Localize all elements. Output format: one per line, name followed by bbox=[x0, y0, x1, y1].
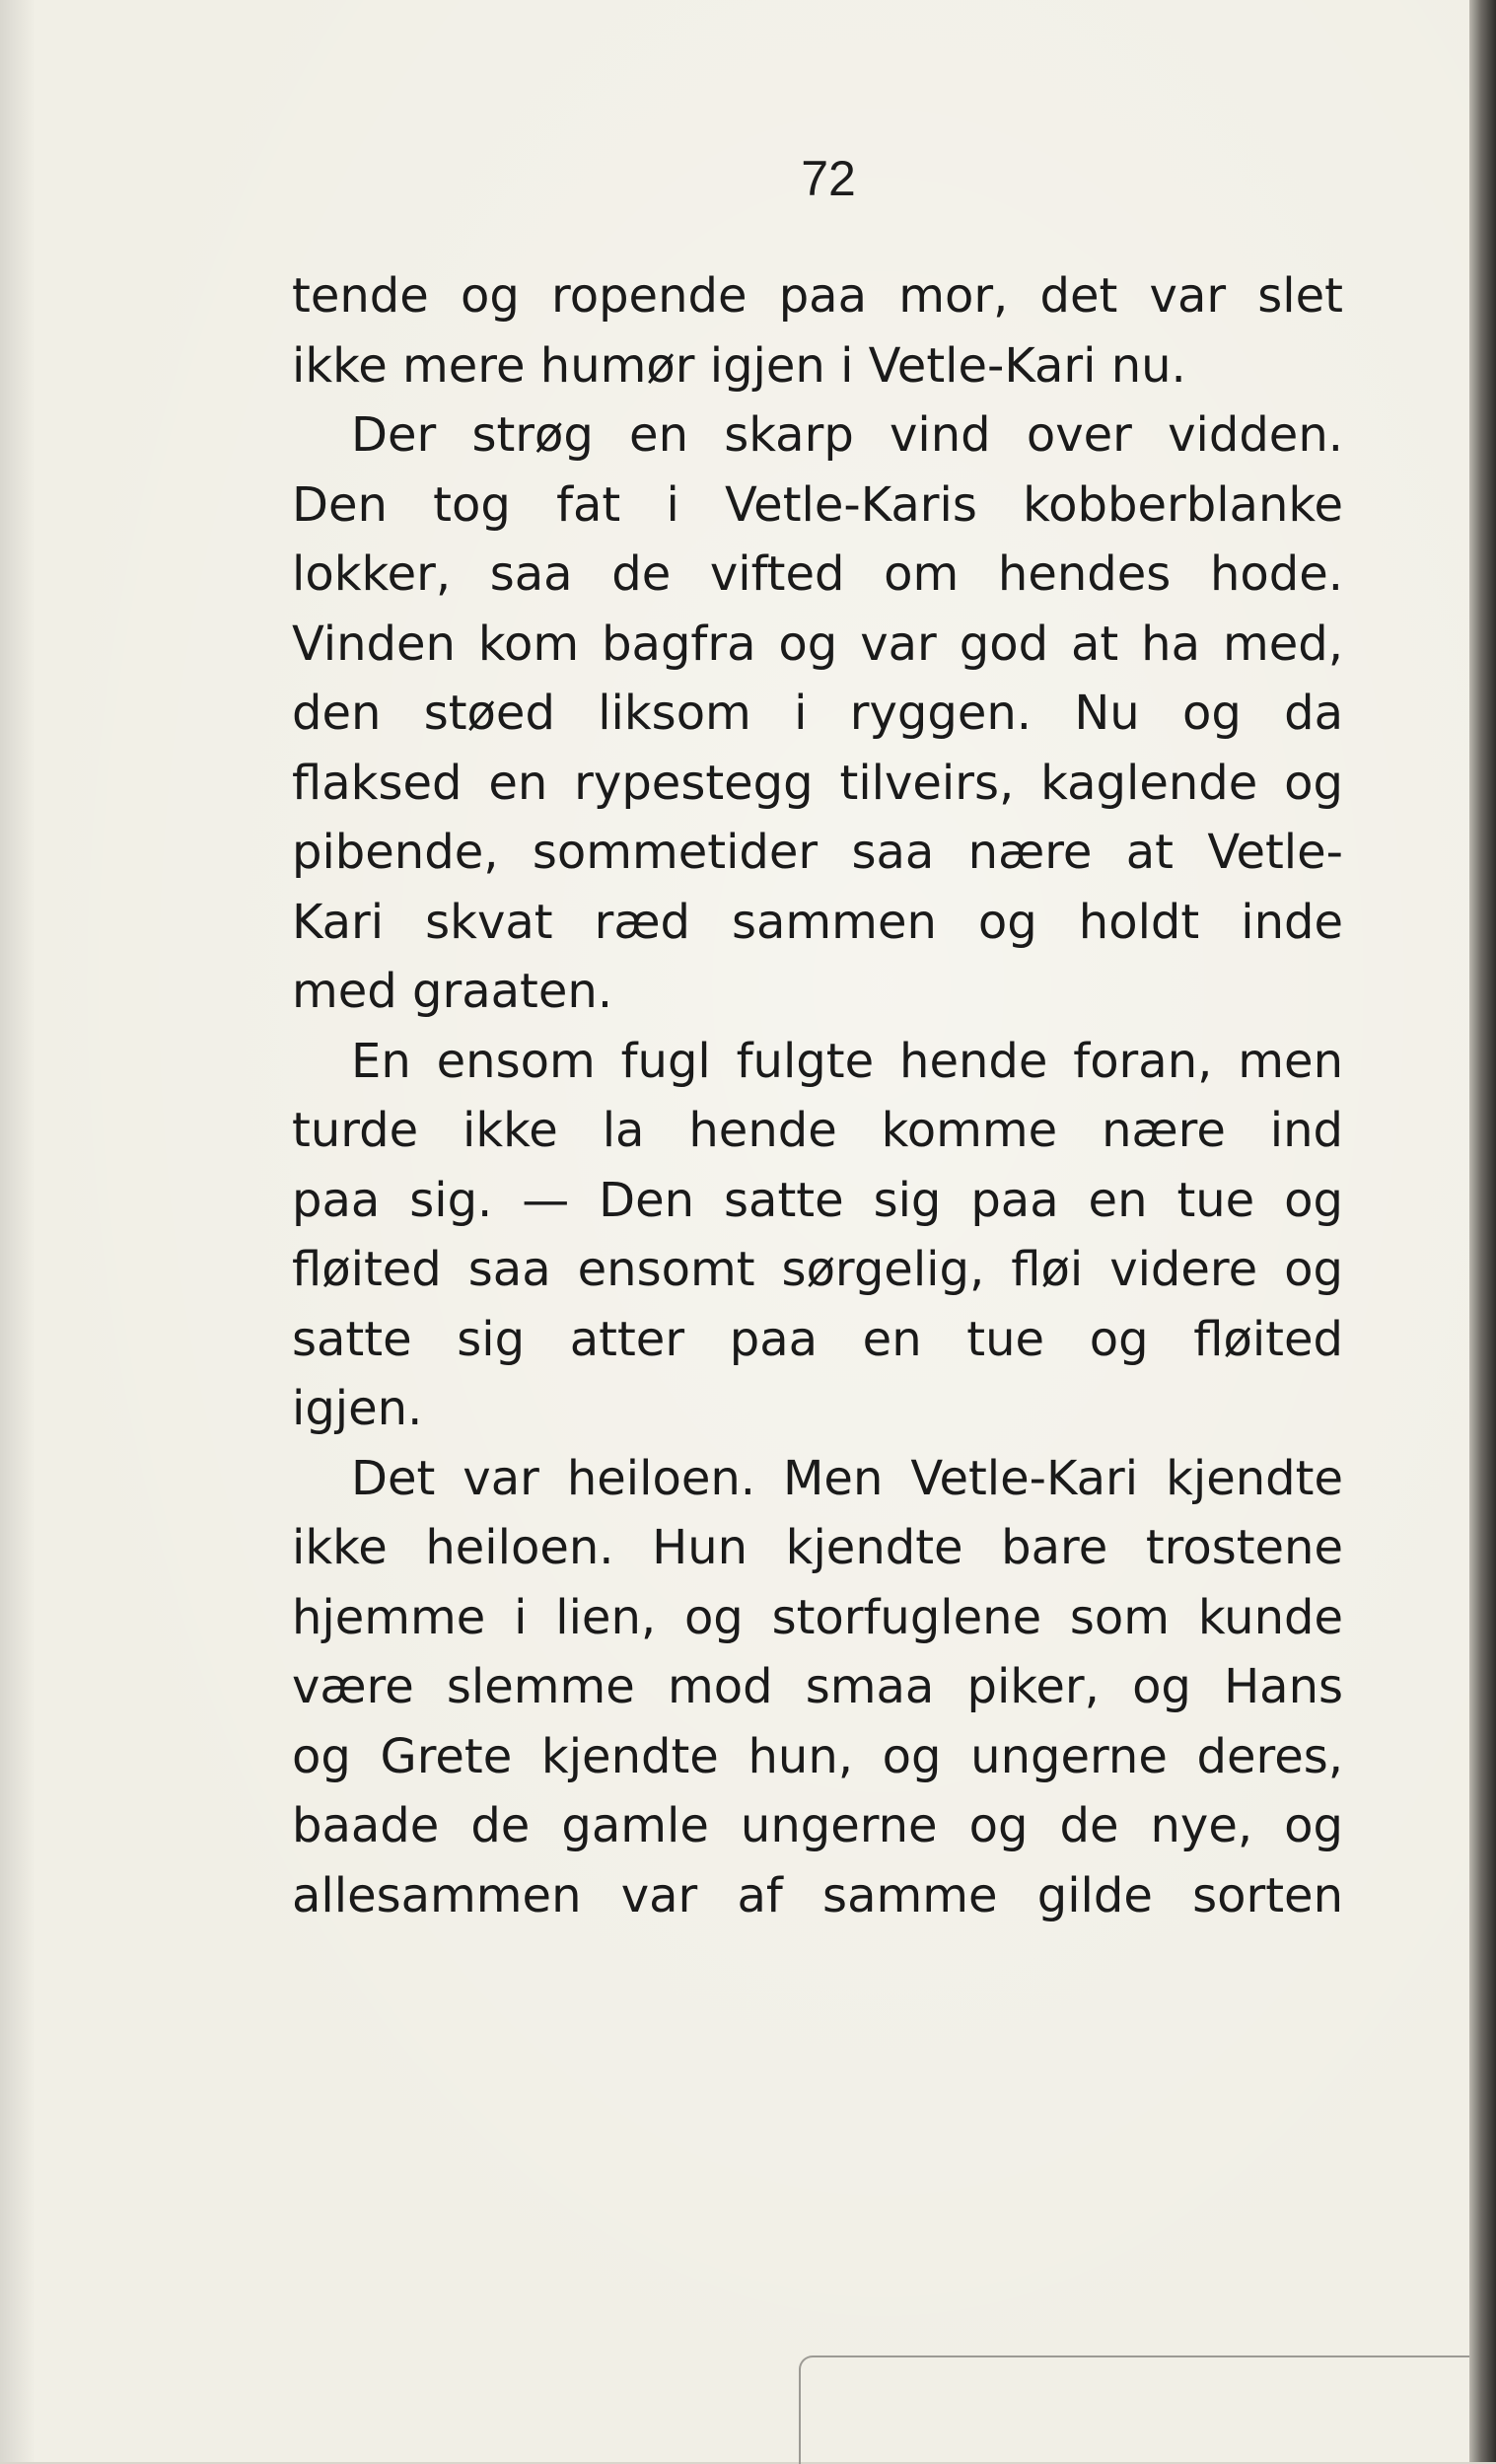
text-line: tende og ropende paa mor, det var slet bbox=[292, 268, 1343, 324]
text-line: hjemme i lien, og storfuglene som kunde bbox=[292, 1589, 1343, 1645]
text-line: satte sig atter paa en tue og fløited bbox=[292, 1311, 1343, 1367]
body-text bbox=[292, 261, 1343, 1930]
text-line: den støed liksom i ryggen. Nu og da bbox=[292, 686, 1343, 741]
text-line: En ensom fugl fulgte hende foran, men bbox=[351, 1033, 1343, 1089]
text-line: turde ikke la hende komme nære ind bbox=[292, 1103, 1343, 1158]
text-line: Kari skvat ræd sammen og holdt inde bbox=[292, 894, 1343, 950]
text-line: Det var heiloen. Men Vetle-Kari kjendte bbox=[351, 1450, 1343, 1506]
text-line: Der strøg en skarp vind over vidden. bbox=[351, 407, 1343, 463]
text-line: Vinden kom bagfra og var god at ha med, bbox=[292, 616, 1343, 672]
decorative-corner-frame bbox=[799, 2355, 1471, 2464]
text-line: og Grete kjendte hun, og ungerne deres, bbox=[292, 1728, 1343, 1784]
text-line: Den tog fat i Vetle-Karis kobberblanke bbox=[292, 476, 1343, 533]
text-line: allesammen var af samme gilde sorten bbox=[292, 1867, 1343, 1923]
text-line: fløited saa ensomt sørgelig, fløi videre og bbox=[292, 1242, 1343, 1297]
text-line: være slemme mod smaa piker, og Hans bbox=[292, 1659, 1343, 1714]
text-line: flaksed en rypestegg tilveirs, kaglende og bbox=[292, 755, 1343, 811]
binding-edge bbox=[1469, 0, 1496, 2462]
text-line: ikke heiloen. Hun kjendte bare trostene bbox=[292, 1520, 1343, 1575]
text-line: med graaten. bbox=[292, 964, 613, 1019]
text-line: igjen. bbox=[292, 1381, 423, 1436]
text-line: ikke mere humør igjen i Vetle-Kari nu. bbox=[292, 337, 1186, 394]
text-line: lokker, saa de vifted om hendes hode. bbox=[292, 546, 1343, 602]
text-line: paa sig. — Den satte sig paa en tue og bbox=[292, 1172, 1343, 1228]
text-line: baade de gamle ungerne og de nye, og bbox=[292, 1798, 1343, 1853]
page-number: 72 bbox=[801, 151, 856, 206]
spine-shadow bbox=[0, 0, 36, 2462]
text-line: pibende, sommetider saa nære at Vetle- bbox=[292, 825, 1343, 880]
